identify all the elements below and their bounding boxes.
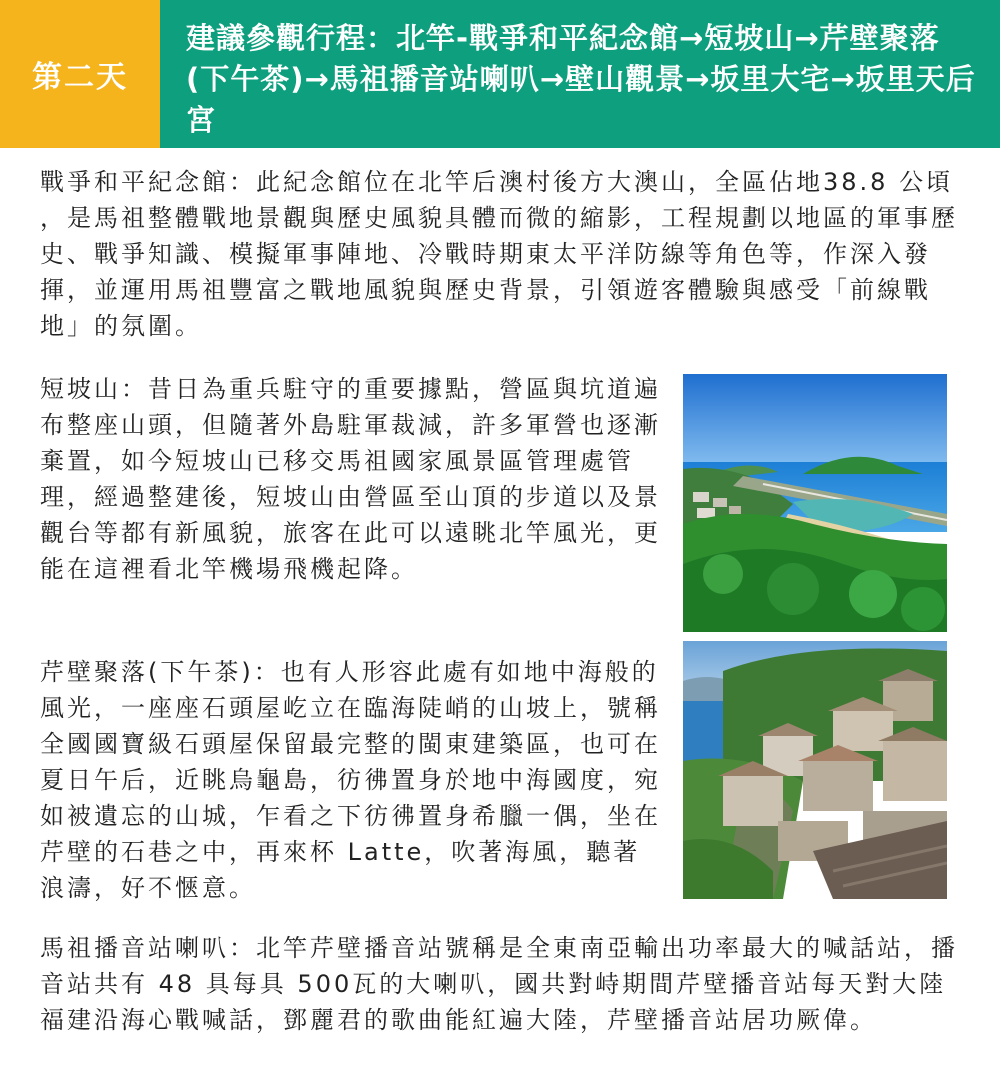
day-header — [0, 0, 1000, 148]
duanposhan-airport-view-photo — [683, 374, 947, 632]
duanposhan-paragraph: 短坡山：昔日為重兵駐守的重要據點，營區與坑道遍布整座山頭，但隨著外島駐軍裁減，許多軍營也逐漸棄置，如今短坡山已移交馬祖國家風景區管理處管理，經過整建後，短坡山由營區至山頂的步道以及景觀台等都有新風貌，旅客在此可以遠眺北竿風光，更能在這裡看北竿機場飛機起降。 — [40, 375, 661, 583]
war-peace-memorial-paragraph: 戰爭和平紀念館：此紀念館位在北竿后澳村後方大澳山，全區佔地38.8 公頃 ，是馬祖整體戰地景觀與歷史風貌具體而微的縮影，工程規劃以地區的軍事歷史、戰爭知識、模擬軍事陣地、冷戰時期東太平洋防線等角色等，作深入發揮，並運用馬祖豐富之戰地風貌與歷史背景，引領遊客體驗與感受「前線戰地」的氛圍。 — [40, 168, 958, 340]
itinerary-route: 建議參觀行程：北竿-戰爭和平紀念館→短坡山→芹壁聚落(下午茶)→馬祖播音站喇叭→壁山觀景→坂里大宅→坂里天后宮 — [160, 0, 1000, 148]
qinbi-village-paragraph: 芹壁聚落(下午茶)：也有人形容此處有如地中海般的風光，一座座石頭屋屹立在臨海陡峭的山坡上，號稱全國國寶級石頭屋保留最完整的閩東建築區，也可在夏日午后，近眺烏龜島，彷彿置身於地中海國度，宛如被遺忘的山城，乍看之下彷彿置身希臘一偶，坐在芹壁的石巷之中，再來杯 Latte，吹著海風，聽著浪濤，好不愜意。 — [40, 658, 661, 902]
day-label: 第二天 — [0, 0, 160, 148]
broadcast-station-paragraph: 馬祖播音站喇叭：北竿芹壁播音站號稱是全東南亞輸出功率最大的喊話站，播音站共有 48 具每具 500瓦的大喇叭，國共對峙期間芹壁播音站每天對大陸福建沿海心戰喊話，鄧麗君的歌曲能紅遍大陸，芹壁播音站居功厥偉。 — [40, 934, 958, 1034]
qinbi-stone-houses-photo — [683, 641, 947, 899]
